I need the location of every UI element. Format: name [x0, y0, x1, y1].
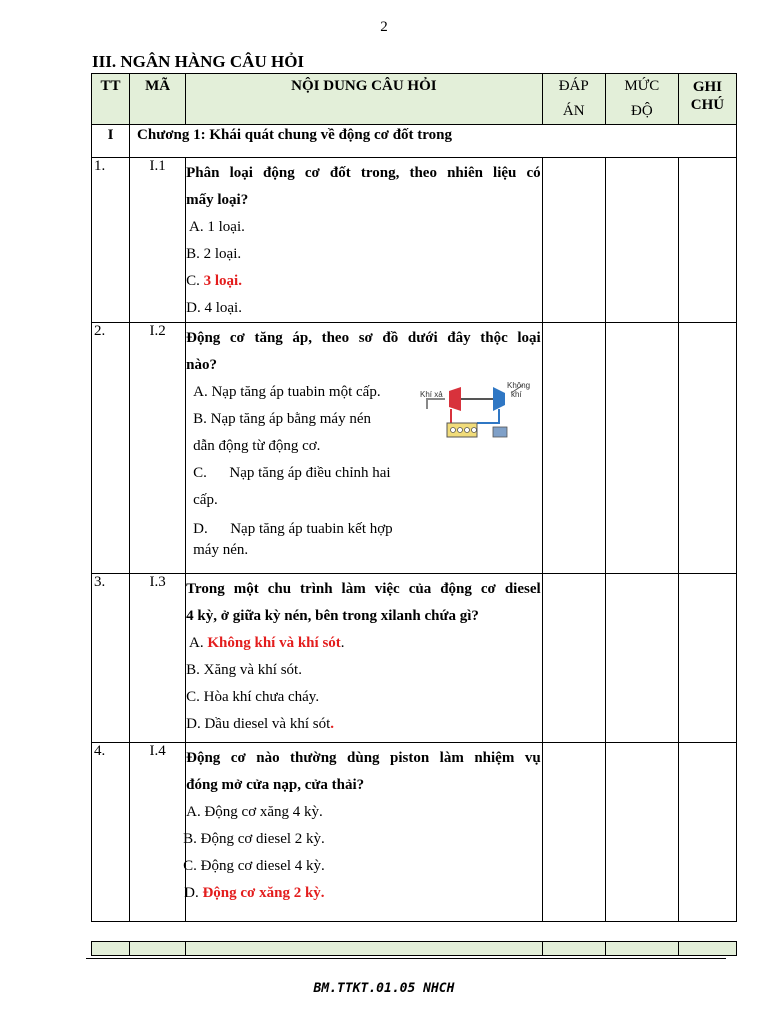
option-b: B. Động cơ diesel 2 kỳ.: [183, 831, 325, 847]
header-noi-dung: NỘI DUNG CÂU HỎI: [186, 74, 543, 125]
header-dap-an-line1: ĐÁP: [558, 78, 589, 94]
question-number: 4.: [92, 743, 130, 922]
question-content: [186, 158, 543, 323]
header-ma: MÃ: [130, 74, 186, 125]
question-number: 2.: [92, 323, 130, 574]
footer-code: BM.TTKT.01.05 NHCH: [313, 981, 455, 996]
cylinder-icon: [472, 428, 477, 433]
answer-cell: [542, 574, 605, 743]
question-text: [186, 323, 542, 379]
empty-cell: [130, 942, 186, 956]
correct-answer: Không khí và khí sót: [207, 635, 341, 651]
question-content: [183, 743, 543, 922]
option-d-text: D. Dầu diesel và khí sót: [186, 716, 331, 732]
question-code: I.1: [130, 158, 186, 323]
answer-cell: [542, 158, 605, 323]
header-ghi-chu-line2: CHÚ: [690, 97, 725, 113]
question-content: [186, 574, 543, 743]
table-header-row: [92, 74, 737, 125]
header-dap-an-line2: ÁN: [562, 103, 585, 119]
option-d-cont: máy nén.: [193, 542, 249, 558]
question-code: I.4: [130, 743, 186, 922]
empty-cell: [92, 942, 130, 956]
diagram-label-air-1: Không: [507, 381, 531, 390]
correct-answer: 3 loại.: [203, 273, 242, 289]
option-b-cont: dẫn động từ động cơ.: [193, 438, 321, 454]
question-line: Động cơ nào thường dùng piston làm nhiệm vụ: [186, 750, 541, 766]
question-line: 4 kỳ, ở giữa kỳ nén, bên trong xilanh chứa gì?: [186, 608, 479, 624]
question-line: Phân loại động cơ đốt trong, theo nhiên liệu có: [186, 165, 541, 181]
exhaust-out-pipe: [427, 399, 445, 409]
note-cell: [678, 574, 736, 743]
header-ghi-chu-line1: GHI: [692, 79, 723, 95]
diagram-label-air-2: khí: [511, 390, 522, 399]
note-cell: [678, 323, 736, 574]
question-row: [92, 743, 737, 922]
question-line: Động cơ tăng áp, theo sơ đồ dưới đây thộc loại: [186, 330, 541, 346]
question-row: [92, 158, 737, 323]
option-d: D. Nạp tăng áp tuabin kết hợp: [193, 521, 393, 537]
question-code: I.2: [130, 323, 186, 574]
option-c: C. Động cơ diesel 4 kỳ.: [183, 858, 325, 874]
option-c: C. Nạp tăng áp điều chỉnh hai: [193, 465, 391, 481]
empty-cell: [678, 942, 736, 956]
question-number: 1.: [92, 158, 130, 323]
level-cell: [605, 743, 678, 922]
question-bank-table: [91, 73, 737, 922]
question-text: [186, 743, 542, 799]
cylinder-icon: [458, 428, 463, 433]
option-a: A. 1 loại.: [186, 219, 245, 235]
chapter-number: I: [92, 125, 130, 158]
diagram-label-exhaust: Khí xả: [420, 390, 443, 399]
chapter-title: Chương 1: Khái quát chung về động cơ đốt trong: [130, 125, 737, 158]
question-number: 3.: [92, 574, 130, 743]
question-line: đóng mở cửa nạp, cửa thải?: [186, 777, 365, 793]
option-a: [186, 630, 542, 657]
next-page-table-row: [91, 941, 737, 956]
turbocharger-diagram-svg: [327, 379, 537, 449]
answer-cell: [542, 323, 605, 574]
note-cell: [678, 743, 736, 922]
footer-divider: [86, 958, 726, 959]
option-c-cont: cấp.: [193, 492, 218, 508]
intercooler: [493, 427, 507, 437]
correct-answer: Động cơ xăng 2 kỳ.: [202, 885, 325, 901]
option-c: C. Hòa khí chưa cháy.: [186, 689, 320, 705]
question-line: mấy loại?: [186, 192, 249, 208]
header-muc-do-line1: MỨC: [624, 78, 660, 94]
cylinder-icon: [451, 428, 456, 433]
option-c: [186, 268, 542, 295]
header-muc-do: [605, 74, 678, 125]
header-ghi-chu: [678, 74, 736, 125]
option-b: B. Xăng và khí sót.: [186, 662, 302, 678]
question-line: nào?: [186, 357, 217, 373]
compressor-shape: [493, 387, 505, 411]
level-cell: [605, 574, 678, 743]
option-a: A. Nạp tăng áp tuabin một cấp.: [193, 384, 381, 400]
question-row: [92, 574, 737, 743]
intake-pipe: [477, 409, 499, 423]
option-d: [186, 711, 542, 738]
question-text: [186, 574, 542, 630]
answer-cell: [542, 743, 605, 922]
option-b: B. Nạp tăng áp bằng máy nén: [193, 411, 371, 427]
page-number: 2: [380, 19, 388, 35]
option-a: A. Động cơ xăng 4 kỳ.: [186, 804, 323, 820]
option-d: D. 4 loại.: [186, 300, 242, 316]
option-d: [184, 880, 542, 907]
option-a-suffix: .: [340, 635, 345, 651]
cylinder-icon: [465, 428, 470, 433]
turbocharger-diagram: [327, 379, 537, 454]
option-d-suffix: .: [330, 716, 335, 732]
turbine-shape: [449, 387, 461, 411]
question-code: I.3: [130, 574, 186, 743]
question-line: Trong một chu trình làm việc của động cơ diesel: [186, 581, 541, 597]
level-cell: [605, 323, 678, 574]
level-cell: [605, 158, 678, 323]
question-text: [186, 158, 542, 214]
header-tt: TT: [92, 74, 130, 125]
header-muc-do-line2: ĐỘ: [630, 103, 653, 119]
option-a-prefix: A.: [186, 635, 208, 651]
empty-cell: [605, 942, 678, 956]
section-title: III. NGÂN HÀNG CÂU HỎI: [92, 52, 305, 71]
option-b: B. 2 loại.: [186, 246, 242, 262]
option-d-prefix: D.: [184, 885, 203, 901]
chapter-row: [92, 125, 737, 158]
header-dap-an: [542, 74, 605, 125]
note-cell: [678, 158, 736, 323]
option-c-prefix: C.: [186, 273, 204, 289]
empty-cell: [186, 942, 543, 956]
empty-cell: [542, 942, 605, 956]
